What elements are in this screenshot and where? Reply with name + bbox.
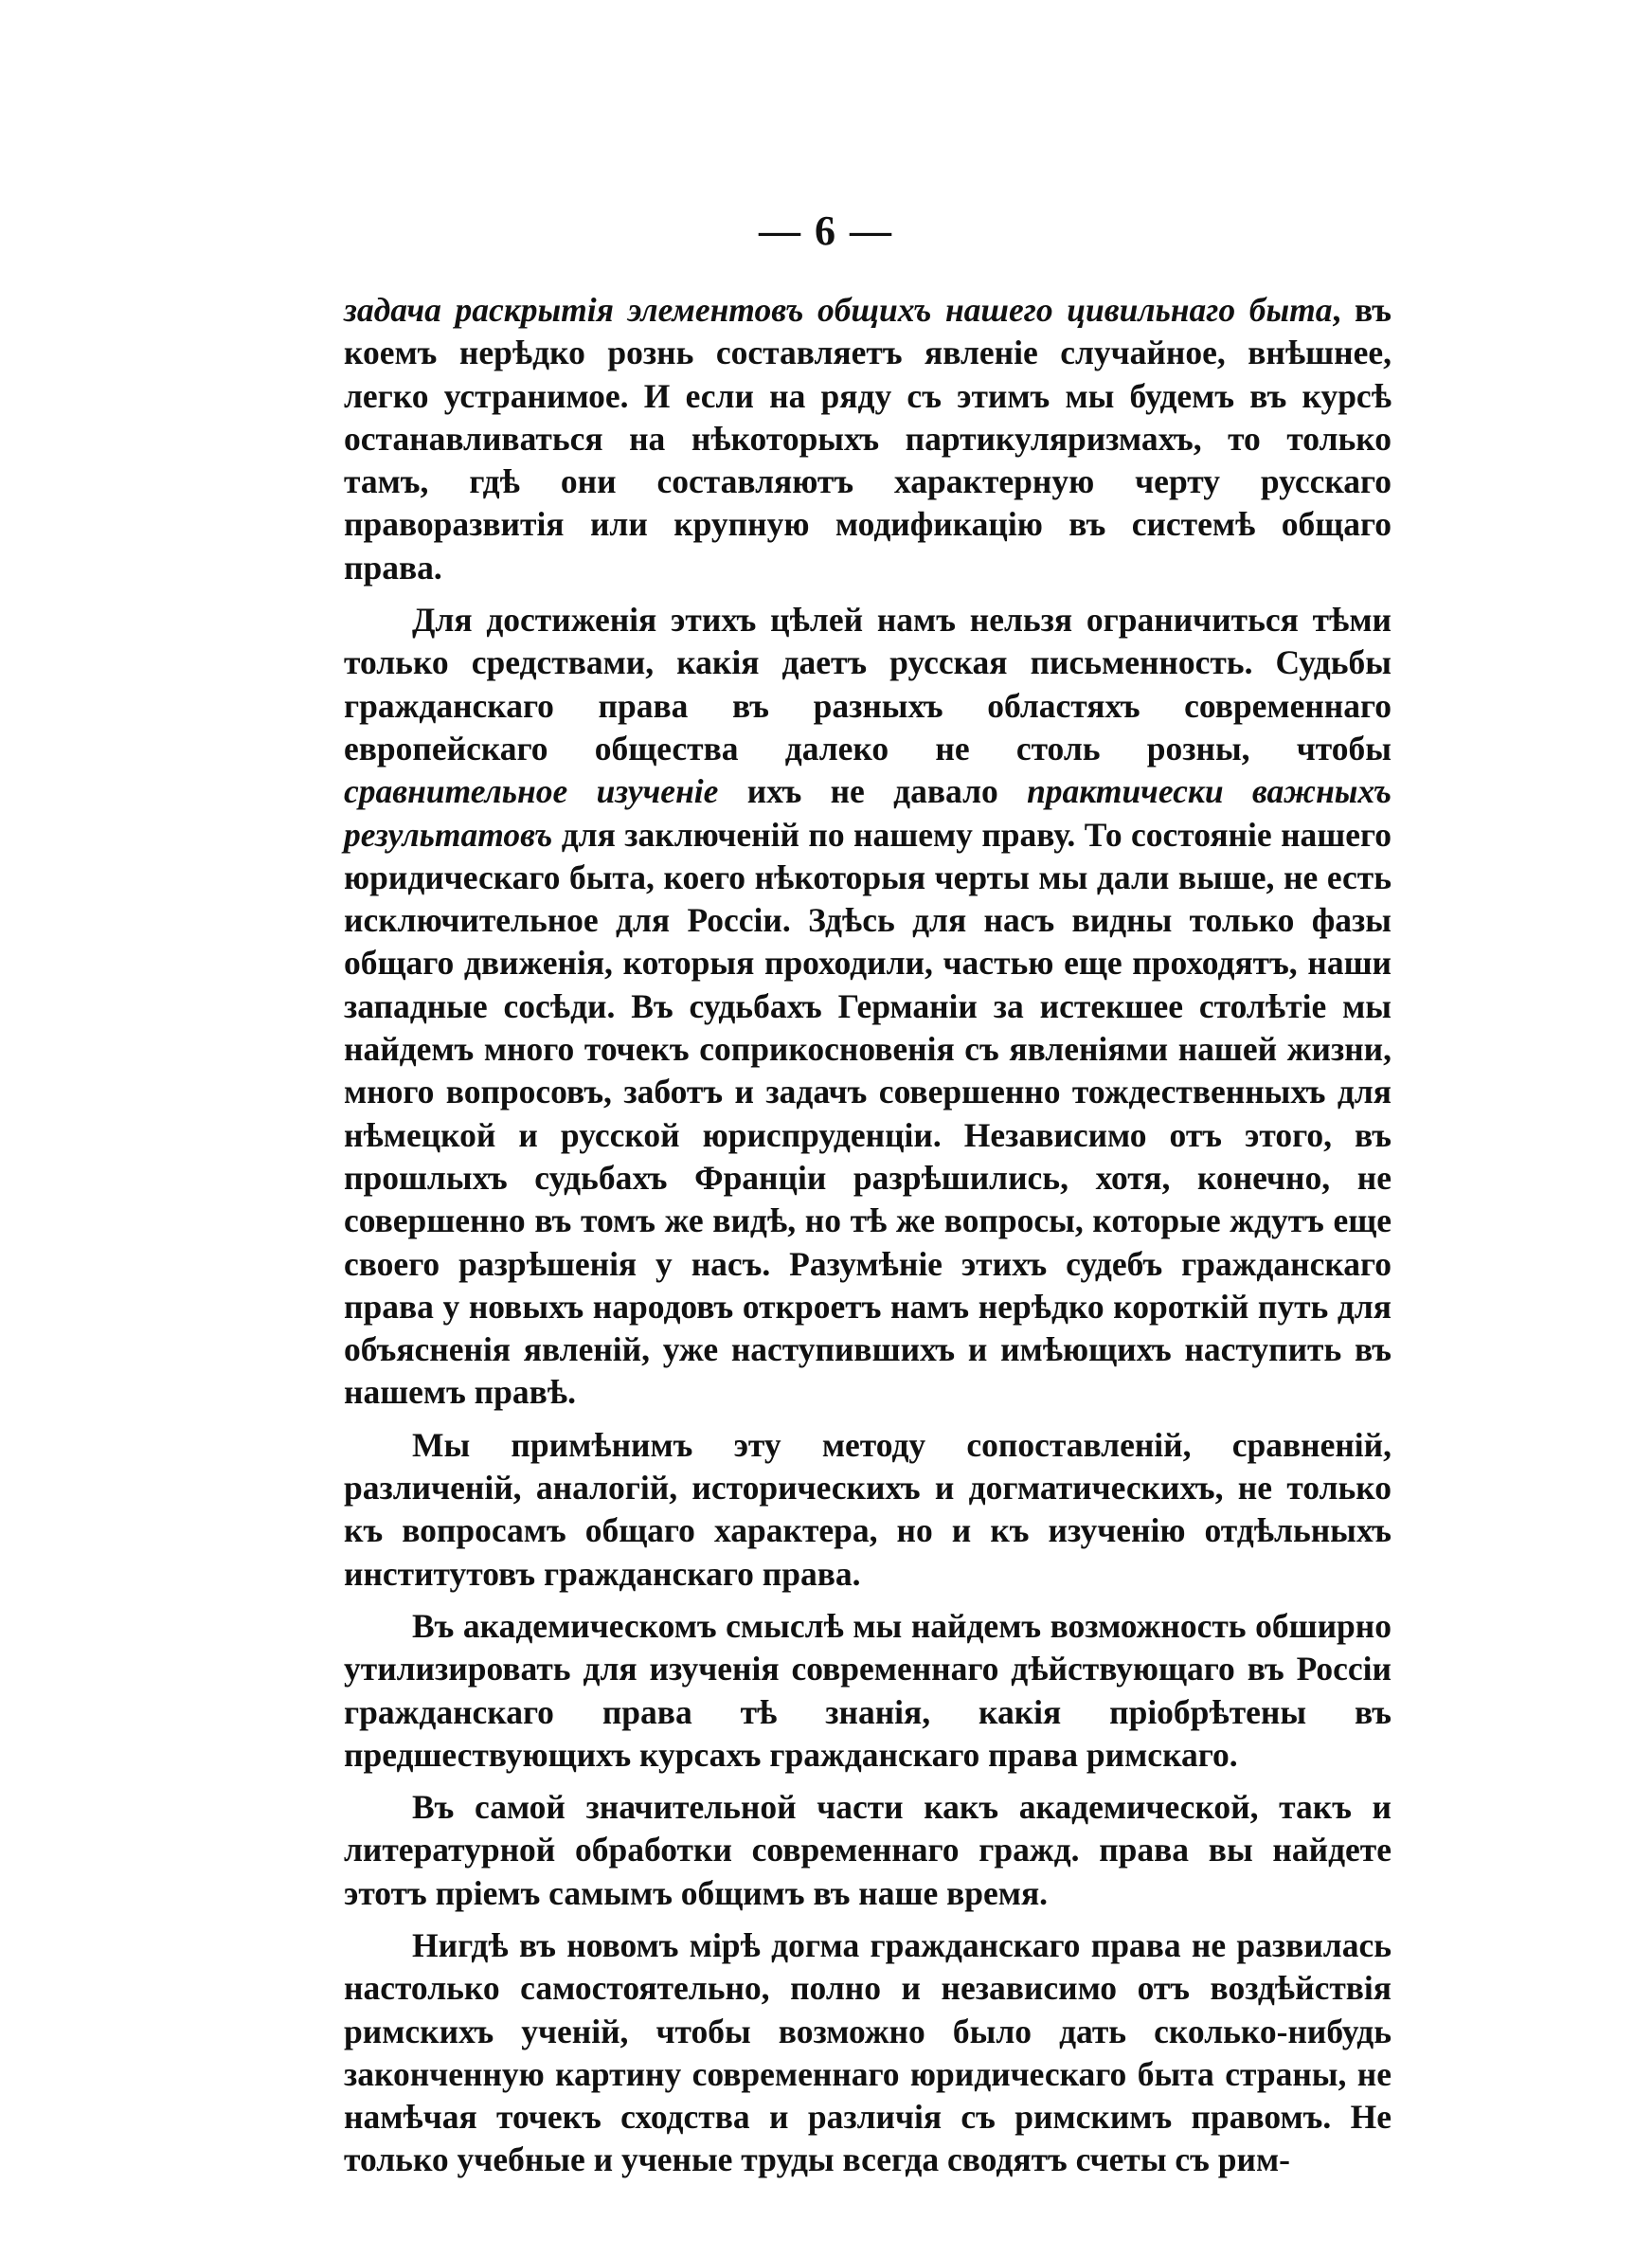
- emphasized-text: задача раскрытія элементовъ общихъ нашего цивильнаго быта: [344, 291, 1333, 329]
- paragraph-6: [344, 1924, 1392, 2182]
- text-segment: , въ коемъ нерѣдко рознь составляетъ явленіе случайное, внѣшнее, легко устранимое. И если на ряду съ этимъ мы будемъ въ курсѣ останавливаться на нѣкоторыхъ партикуляризмахъ, то только тамъ, гдѣ они составляютъ характерную черту русскаго праворазвитія или крупную модификацію въ системѣ общаго права.: [344, 291, 1392, 587]
- text-segment: для заключеній по нашему праву. То состояніе нашего юридическаго быта, коего нѣкоторыя черты мы дали выше, не есть исключительное для Россіи. Здѣсь для насъ видны только фазы общаго движенія, которыя проходили, частью еще проходятъ, наши западные сосѣди. Въ судьбахъ Германіи за истекшее столѣтіе мы найдемъ много точекъ соприкосновенія съ явленіями нашей жизни, много вопросовъ, заботъ и задачъ совершенно тождественныхъ для нѣмецкой и русской юриспруденціи. Независимо отъ этого, въ прошлыхъ судьбахъ Франціи разрѣшились, хотя, конечно, не совершенно въ томъ же видѣ, но тѣ же вопросы, которые ждутъ еще своего разрѣшенія у насъ. Разумѣніе этихъ судебъ гражданскаго права у новыхъ народовъ откроетъ намъ нерѣдко короткій путь для объясненія явленій, уже наступившихъ и имѣющихъ наступить въ нашемъ правѣ.: [344, 815, 1392, 1412]
- emphasized-text: сравнительное изученіе: [344, 772, 719, 811]
- emphasized-text: практически важныхъ результатовъ: [344, 772, 1392, 854]
- page-number: — 6 —: [759, 208, 893, 254]
- text-segment: Нигдѣ въ новомъ мірѣ догма гражданскаго права не развилась настолько самостоятельно, полно и независимо отъ воздѣйствія римскихъ ученій, чтобы возможно было дать сколько-нибудь законченную картину современнаго юридическаго быта страны, не намѣчая точекъ сходства и различія съ римскимъ правомъ. Не только учебные и ученые труды всегда сводятъ счеты съ рим-: [344, 1925, 1392, 2179]
- paragraph-2: [344, 599, 1392, 1415]
- paragraph-5: [344, 1786, 1392, 1915]
- body-text: [344, 289, 1392, 2192]
- text-segment: Въ самой значительной части какъ академической, такъ и литературной обработки современнаго гражд. права вы найдете этотъ пріемъ самымъ общимъ въ наше время.: [344, 1788, 1392, 1912]
- paragraph-4: [344, 1605, 1392, 1777]
- paragraph-1: [344, 289, 1392, 589]
- paragraph-3: [344, 1424, 1392, 1596]
- text-segment: Въ академическомъ смыслѣ мы найдемъ возможность обширно утилизировать для изученія современнаго дѣйствующаго въ Россіи гражданскаго права тѣ знанія, какія пріобрѣтены въ предшествующихъ курсахъ гражданскаго права римскаго.: [344, 1606, 1392, 1774]
- text-segment: Мы примѣнимъ эту методу сопоставленій, сравненій, различеній, аналогій, историческихъ и догматическихъ, не только къ вопросамъ общаго характера, но и къ изученію отдѣльныхъ институтовъ гражданскаго права.: [344, 1425, 1392, 1593]
- text-segment: Для достиженія этихъ цѣлей намъ нельзя ограничиться тѣми только средствами, какія даетъ русская письменность. Судьбы гражданскаго права въ разныхъ областяхъ современнаго европейскаго общества далеко не столь розны, чтобы: [344, 601, 1392, 767]
- text-segment: ихъ не давало: [718, 772, 1028, 811]
